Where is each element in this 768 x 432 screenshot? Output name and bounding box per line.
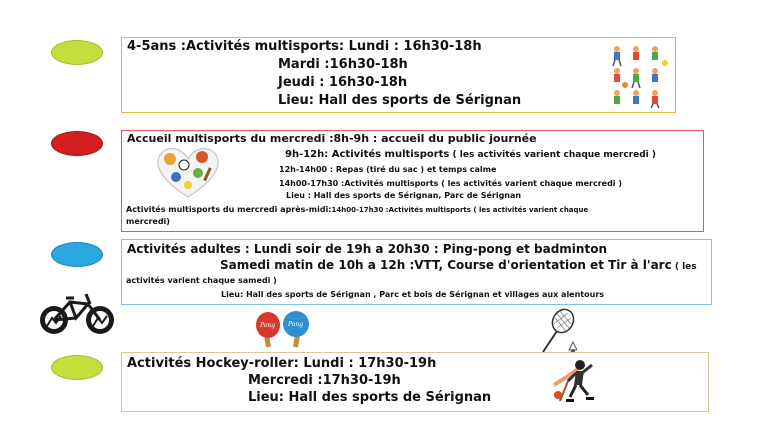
paddle2-text: Pong xyxy=(288,321,304,328)
section2-morning: 9h-12h: Activités multisports ( les activités varient chaque mercredi ) xyxy=(285,149,656,160)
section4-mercredi: Mercredi :17h30-19h xyxy=(248,373,401,388)
section2-afternoon: 14h00-17h30 :Activités multisports ( les activités varient chaque mercredi ) xyxy=(279,179,622,188)
section1-box xyxy=(121,37,676,113)
section3-lieu: Lieu: Hall des sports de Sérignan , Parc et bois de Sérignan et villages aux alentours xyxy=(221,290,605,299)
section2-apresmidi-cont: mercredi) xyxy=(126,217,170,226)
section4-box xyxy=(121,352,709,412)
hockey-player-icon xyxy=(546,355,596,407)
section4-title: Activités Hockey-roller: Lundi : 17h30-19h xyxy=(127,356,437,371)
section1-lieu: Lieu: Hall des sports de Sérignan xyxy=(278,93,522,108)
section2-lieu: Lieu : Hall des sports de Sérignan, Parc de Sérignan xyxy=(286,191,522,200)
mountain-bike-icon xyxy=(38,288,116,338)
section3-bullet xyxy=(51,242,103,267)
badminton-racket-icon xyxy=(535,308,577,354)
section2-apresmidi: Activités multisports du mercredi après-midi:14h00-17h30 :Activités multisports ( les activités varient chaque xyxy=(126,205,589,214)
section2-title: Accueil multisports du mercredi :8h-9h : accueil du public journée xyxy=(127,132,537,145)
section2-lunch: 12h-14h00 : Repas (tiré du sac ) et temps calme xyxy=(279,165,497,174)
section3-samedi-cont: activités varient chaque samedi ) xyxy=(126,276,277,285)
sports-balls-heart-icon xyxy=(152,143,224,201)
section2-box xyxy=(121,130,704,232)
section4-lieu: Lieu: Hall des sports de Sérignan xyxy=(248,390,492,405)
section1-title: 4-5ans :Activités multisports: Lundi : 16h30-18h xyxy=(127,39,482,54)
paddle1-text: Pong xyxy=(260,322,276,329)
section1-jeudi: Jeudi : 16h30-18h xyxy=(278,75,408,90)
ping-pong-paddles-icon xyxy=(252,311,314,351)
section2-bullet xyxy=(51,131,103,156)
section4-bullet xyxy=(51,355,103,380)
section3-samedi: Samedi matin de 10h a 12h :VTT, Course d'orientation et Tir à l'arc ( les xyxy=(220,258,697,272)
section3-title: Activités adultes : Lundi soir de 19h a 20h30 : Ping-pong et badminton xyxy=(127,242,607,256)
kids-sports-icon xyxy=(608,41,672,109)
section3-box xyxy=(121,239,712,305)
section1-mardi: Mardi :16h30-18h xyxy=(278,57,408,72)
section1-bullet xyxy=(51,40,103,65)
